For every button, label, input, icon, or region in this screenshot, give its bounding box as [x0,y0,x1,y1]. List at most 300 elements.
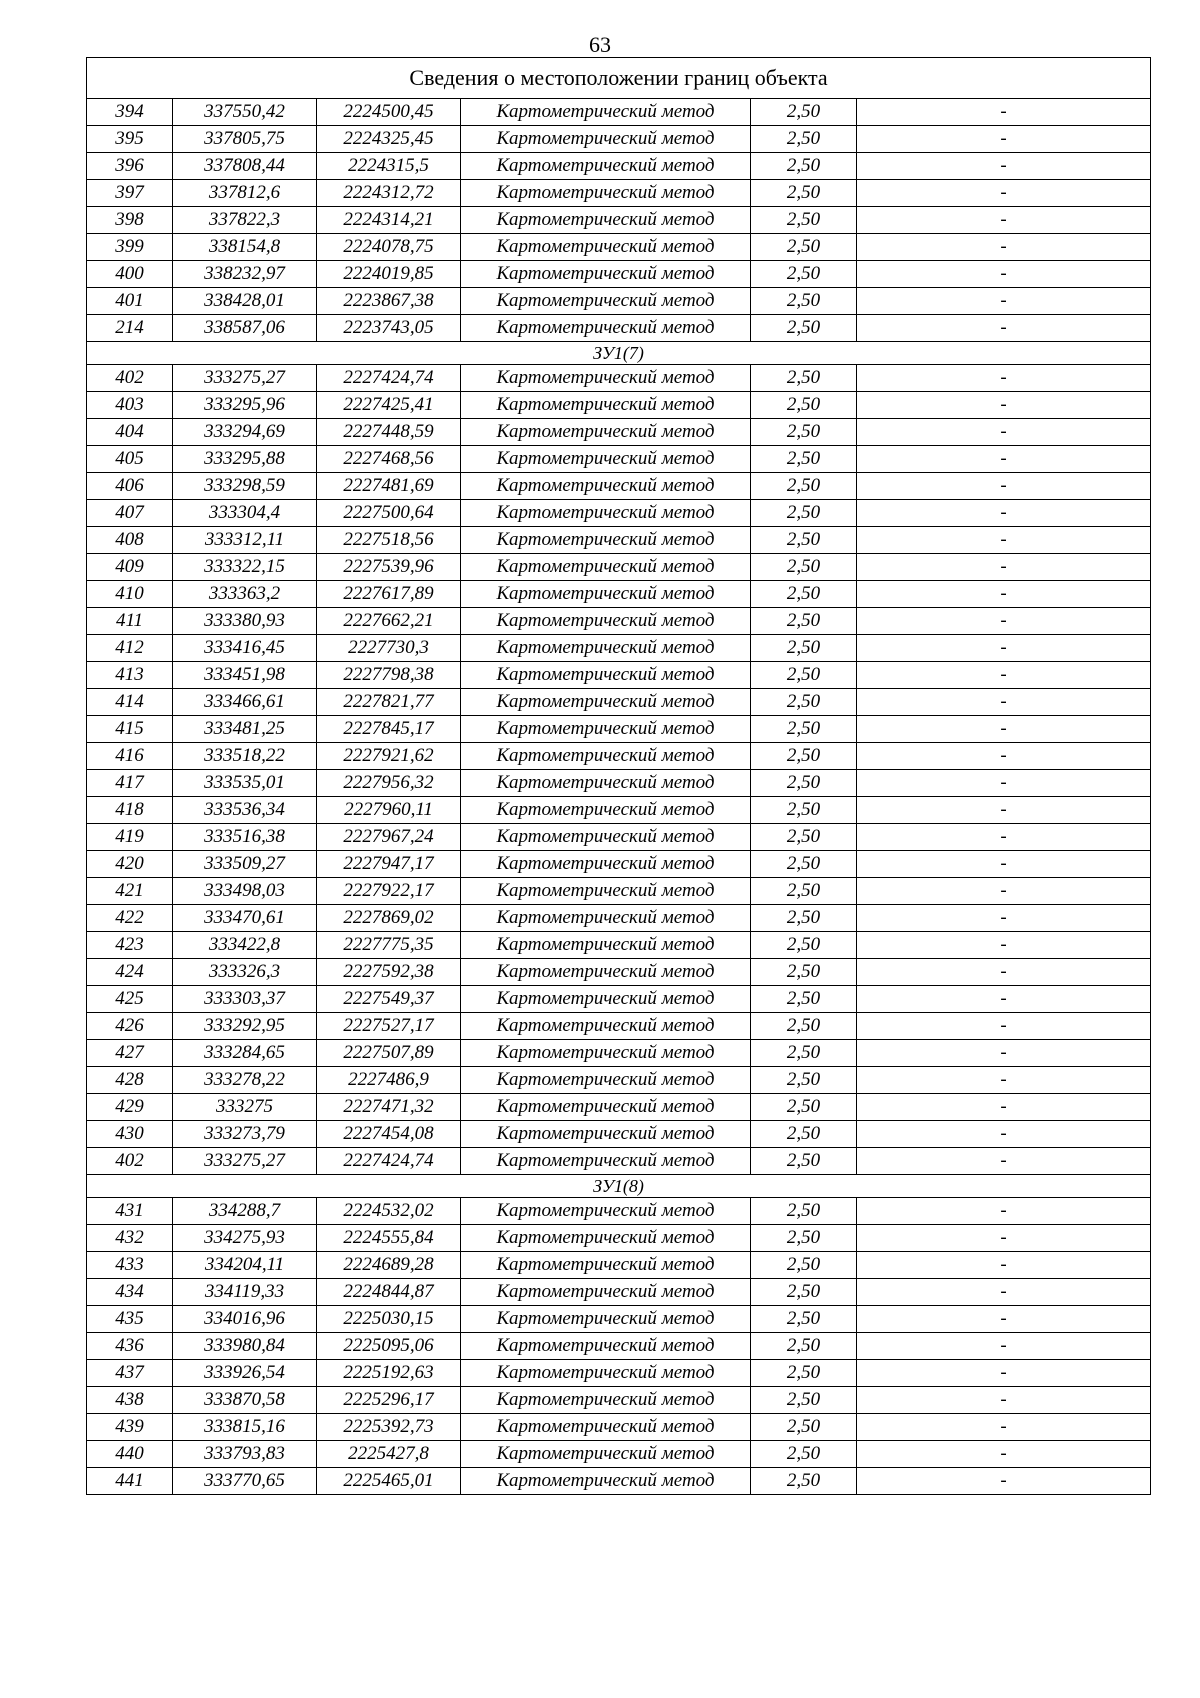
accuracy-cell: 2,50 [751,1040,857,1067]
table-row [87,986,1151,1013]
accuracy-cell: 2,50 [751,126,857,153]
y-coordinate-cell: 2227662,21 [317,608,461,635]
accuracy-cell: 2,50 [751,1067,857,1094]
accuracy-cell: 2,50 [751,527,857,554]
method-cell: Картометрический метод [461,1468,751,1495]
y-coordinate-cell: 2224844,87 [317,1279,461,1306]
description-cell: - [857,153,1151,180]
description-cell: - [857,770,1151,797]
method-cell: Картометрический метод [461,126,751,153]
method-cell: Картометрический метод [461,1198,751,1225]
x-coordinate-cell: 333498,03 [173,878,317,905]
point-number-cell: 413 [87,662,173,689]
y-coordinate-cell: 2227424,74 [317,1148,461,1175]
method-cell: Картометрический метод [461,99,751,126]
point-number-cell: 438 [87,1387,173,1414]
method-cell: Картометрический метод [461,1121,751,1148]
x-coordinate-cell: 333275,27 [173,1148,317,1175]
accuracy-cell: 2,50 [751,1094,857,1121]
x-coordinate-cell: 333304,4 [173,500,317,527]
point-number-cell: 429 [87,1094,173,1121]
table-row [87,851,1151,878]
point-number-cell: 436 [87,1333,173,1360]
x-coordinate-cell: 333278,22 [173,1067,317,1094]
x-coordinate-cell: 333466,61 [173,689,317,716]
description-cell: - [857,1198,1151,1225]
x-coordinate-cell: 337812,6 [173,180,317,207]
point-number-cell: 417 [87,770,173,797]
method-cell: Картометрический метод [461,527,751,554]
accuracy-cell: 2,50 [751,1121,857,1148]
point-number-cell: 437 [87,1360,173,1387]
y-coordinate-cell: 2224314,21 [317,207,461,234]
y-coordinate-cell: 2227471,32 [317,1094,461,1121]
y-coordinate-cell: 2227730,3 [317,635,461,662]
x-coordinate-cell: 333298,59 [173,473,317,500]
description-cell: - [857,261,1151,288]
point-number-cell: 403 [87,392,173,419]
point-number-cell: 422 [87,905,173,932]
table-row [87,1468,1151,1495]
method-cell: Картометрический метод [461,1441,751,1468]
table-row [87,446,1151,473]
description-cell: - [857,1279,1151,1306]
point-number-cell: 406 [87,473,173,500]
description-cell: - [857,716,1151,743]
description-cell: - [857,365,1151,392]
accuracy-cell: 2,50 [751,500,857,527]
description-cell: - [857,1387,1151,1414]
table-row [87,234,1151,261]
point-number-cell: 430 [87,1121,173,1148]
point-number-cell: 398 [87,207,173,234]
accuracy-cell: 2,50 [751,1252,857,1279]
point-number-cell: 410 [87,581,173,608]
method-cell: Картометрический метод [461,315,751,342]
x-coordinate-cell: 333292,95 [173,1013,317,1040]
method-cell: Картометрический метод [461,932,751,959]
x-coordinate-cell: 333294,69 [173,419,317,446]
accuracy-cell: 2,50 [751,905,857,932]
description-cell: - [857,959,1151,986]
method-cell: Картометрический метод [461,1094,751,1121]
point-number-cell: 401 [87,288,173,315]
table-row [87,500,1151,527]
method-cell: Картометрический метод [461,234,751,261]
method-cell: Картометрический метод [461,689,751,716]
table-row [87,315,1151,342]
point-number-cell: 431 [87,1198,173,1225]
x-coordinate-cell: 333481,25 [173,716,317,743]
description-cell: - [857,1306,1151,1333]
x-coordinate-cell: 338587,06 [173,315,317,342]
x-coordinate-cell: 333275 [173,1094,317,1121]
table-row [87,153,1151,180]
method-cell: Картометрический метод [461,635,751,662]
point-number-cell: 426 [87,1013,173,1040]
table-row [87,99,1151,126]
x-coordinate-cell: 333870,58 [173,1387,317,1414]
y-coordinate-cell: 2227539,96 [317,554,461,581]
table-row [87,1121,1151,1148]
point-number-cell: 423 [87,932,173,959]
table-row [87,662,1151,689]
method-cell: Картометрический метод [461,1360,751,1387]
table-row [87,1333,1151,1360]
y-coordinate-cell: 2227454,08 [317,1121,461,1148]
y-coordinate-cell: 2227500,64 [317,500,461,527]
method-cell: Картометрический метод [461,446,751,473]
point-number-cell: 428 [87,1067,173,1094]
method-cell: Картометрический метод [461,1067,751,1094]
x-coordinate-cell: 337822,3 [173,207,317,234]
table-row [87,419,1151,446]
accuracy-cell: 2,50 [751,153,857,180]
accuracy-cell: 2,50 [751,608,857,635]
x-coordinate-cell: 333535,01 [173,770,317,797]
point-number-cell: 419 [87,824,173,851]
y-coordinate-cell: 2227425,41 [317,392,461,419]
table-row [87,689,1151,716]
point-number-cell: 402 [87,1148,173,1175]
accuracy-cell: 2,50 [751,959,857,986]
method-cell: Картометрический метод [461,770,751,797]
x-coordinate-cell: 333451,98 [173,662,317,689]
description-cell: - [857,126,1151,153]
description-cell: - [857,743,1151,770]
x-coordinate-cell: 333273,79 [173,1121,317,1148]
x-coordinate-cell: 333295,96 [173,392,317,419]
y-coordinate-cell: 2225296,17 [317,1387,461,1414]
y-coordinate-cell: 2227775,35 [317,932,461,959]
x-coordinate-cell: 333815,16 [173,1414,317,1441]
y-coordinate-cell: 2224689,28 [317,1252,461,1279]
table-row [87,1441,1151,1468]
table-row [87,365,1151,392]
method-cell: Картометрический метод [461,905,751,932]
table-row [87,770,1151,797]
method-cell: Картометрический метод [461,824,751,851]
accuracy-cell: 2,50 [751,554,857,581]
y-coordinate-cell: 2223867,38 [317,288,461,315]
x-coordinate-cell: 333380,93 [173,608,317,635]
y-coordinate-cell: 2225192,63 [317,1360,461,1387]
point-number-cell: 435 [87,1306,173,1333]
accuracy-cell: 2,50 [751,1468,857,1495]
y-coordinate-cell: 2227956,32 [317,770,461,797]
description-cell: - [857,1468,1151,1495]
accuracy-cell: 2,50 [751,581,857,608]
section-label: ЗУ1(7) [87,342,1151,365]
point-number-cell: 407 [87,500,173,527]
point-number-cell: 424 [87,959,173,986]
accuracy-cell: 2,50 [751,797,857,824]
table-row [87,878,1151,905]
accuracy-cell: 2,50 [751,824,857,851]
point-number-cell: 412 [87,635,173,662]
y-coordinate-cell: 2223743,05 [317,315,461,342]
method-cell: Картометрический метод [461,365,751,392]
table-title: Сведения о местоположении границ объекта [87,58,1151,99]
y-coordinate-cell: 2227468,56 [317,446,461,473]
description-cell: - [857,392,1151,419]
method-cell: Картометрический метод [461,473,751,500]
accuracy-cell: 2,50 [751,473,857,500]
table-title-row [87,58,1151,99]
y-coordinate-cell: 2227869,02 [317,905,461,932]
point-number-cell: 394 [87,99,173,126]
method-cell: Картометрический метод [461,662,751,689]
method-cell: Картометрический метод [461,1279,751,1306]
x-coordinate-cell: 333536,34 [173,797,317,824]
accuracy-cell: 2,50 [751,1279,857,1306]
accuracy-cell: 2,50 [751,1441,857,1468]
section-label: ЗУ1(8) [87,1175,1151,1198]
y-coordinate-cell: 2227821,77 [317,689,461,716]
method-cell: Картометрический метод [461,1306,751,1333]
point-number-cell: 432 [87,1225,173,1252]
table-row [87,126,1151,153]
description-cell: - [857,905,1151,932]
x-coordinate-cell: 333326,3 [173,959,317,986]
x-coordinate-cell: 333416,45 [173,635,317,662]
point-number-cell: 408 [87,527,173,554]
x-coordinate-cell: 333312,11 [173,527,317,554]
method-cell: Картометрический метод [461,419,751,446]
y-coordinate-cell: 2227481,69 [317,473,461,500]
accuracy-cell: 2,50 [751,878,857,905]
y-coordinate-cell: 2224315,5 [317,153,461,180]
table-row [87,1387,1151,1414]
y-coordinate-cell: 2227921,62 [317,743,461,770]
point-number-cell: 405 [87,446,173,473]
y-coordinate-cell: 2227592,38 [317,959,461,986]
description-cell: - [857,851,1151,878]
method-cell: Картометрический метод [461,743,751,770]
description-cell: - [857,419,1151,446]
point-number-cell: 433 [87,1252,173,1279]
description-cell: - [857,986,1151,1013]
table-row [87,824,1151,851]
table-row [87,635,1151,662]
point-number-cell: 441 [87,1468,173,1495]
accuracy-cell: 2,50 [751,365,857,392]
method-cell: Картометрический метод [461,716,751,743]
x-coordinate-cell: 333793,83 [173,1441,317,1468]
accuracy-cell: 2,50 [751,1013,857,1040]
description-cell: - [857,473,1151,500]
description-cell: - [857,1013,1151,1040]
method-cell: Картометрический метод [461,1148,751,1175]
accuracy-cell: 2,50 [751,986,857,1013]
x-coordinate-cell: 338154,8 [173,234,317,261]
table-row [87,1198,1151,1225]
x-coordinate-cell: 333980,84 [173,1333,317,1360]
y-coordinate-cell: 2227845,17 [317,716,461,743]
table-row [87,932,1151,959]
x-coordinate-cell: 333470,61 [173,905,317,932]
method-cell: Картометрический метод [461,1387,751,1414]
y-coordinate-cell: 2224019,85 [317,261,461,288]
description-cell: - [857,500,1151,527]
accuracy-cell: 2,50 [751,770,857,797]
page-number: 63 [589,32,611,57]
table-row [87,716,1151,743]
accuracy-cell: 2,50 [751,1414,857,1441]
description-cell: - [857,554,1151,581]
description-cell: - [857,662,1151,689]
y-coordinate-cell: 2224555,84 [317,1225,461,1252]
y-coordinate-cell: 2225095,06 [317,1333,461,1360]
y-coordinate-cell: 2227486,9 [317,1067,461,1094]
description-cell: - [857,581,1151,608]
x-coordinate-cell: 333518,22 [173,743,317,770]
accuracy-cell: 2,50 [751,689,857,716]
section-header-row [87,1175,1151,1198]
accuracy-cell: 2,50 [751,743,857,770]
x-coordinate-cell: 333516,38 [173,824,317,851]
table-row [87,1279,1151,1306]
method-cell: Картометрический метод [461,153,751,180]
accuracy-cell: 2,50 [751,932,857,959]
description-cell: - [857,878,1151,905]
x-coordinate-cell: 334275,93 [173,1225,317,1252]
point-number-cell: 396 [87,153,173,180]
accuracy-cell: 2,50 [751,392,857,419]
y-coordinate-cell: 2227798,38 [317,662,461,689]
table-row [87,608,1151,635]
table-row [87,743,1151,770]
method-cell: Картометрический метод [461,1414,751,1441]
y-coordinate-cell: 2227960,11 [317,797,461,824]
accuracy-cell: 2,50 [751,1198,857,1225]
accuracy-cell: 2,50 [751,207,857,234]
accuracy-cell: 2,50 [751,1148,857,1175]
method-cell: Картометрический метод [461,1252,751,1279]
point-number-cell: 404 [87,419,173,446]
y-coordinate-cell: 2224078,75 [317,234,461,261]
table-row [87,1306,1151,1333]
table-row [87,180,1151,207]
table-row [87,473,1151,500]
table-row [87,797,1151,824]
y-coordinate-cell: 2224532,02 [317,1198,461,1225]
point-number-cell: 214 [87,315,173,342]
y-coordinate-cell: 2227549,37 [317,986,461,1013]
method-cell: Картометрический метод [461,1040,751,1067]
y-coordinate-cell: 2224325,45 [317,126,461,153]
point-number-cell: 425 [87,986,173,1013]
x-coordinate-cell: 333363,2 [173,581,317,608]
point-number-cell: 399 [87,234,173,261]
point-number-cell: 409 [87,554,173,581]
method-cell: Картометрический метод [461,500,751,527]
accuracy-cell: 2,50 [751,99,857,126]
description-cell: - [857,608,1151,635]
x-coordinate-cell: 333295,88 [173,446,317,473]
x-coordinate-cell: 337805,75 [173,126,317,153]
method-cell: Картометрический метод [461,1013,751,1040]
accuracy-cell: 2,50 [751,716,857,743]
description-cell: - [857,446,1151,473]
accuracy-cell: 2,50 [751,851,857,878]
table-row [87,1225,1151,1252]
accuracy-cell: 2,50 [751,1306,857,1333]
accuracy-cell: 2,50 [751,1387,857,1414]
description-cell: - [857,99,1151,126]
description-cell: - [857,234,1151,261]
x-coordinate-cell: 334119,33 [173,1279,317,1306]
y-coordinate-cell: 2225427,8 [317,1441,461,1468]
y-coordinate-cell: 2225030,15 [317,1306,461,1333]
point-number-cell: 411 [87,608,173,635]
accuracy-cell: 2,50 [751,234,857,261]
table-row [87,1414,1151,1441]
point-number-cell: 416 [87,743,173,770]
accuracy-cell: 2,50 [751,261,857,288]
description-cell: - [857,1225,1151,1252]
method-cell: Картометрический метод [461,797,751,824]
method-cell: Картометрический метод [461,878,751,905]
table-row [87,581,1151,608]
y-coordinate-cell: 2225465,01 [317,1468,461,1495]
table-row [87,1040,1151,1067]
description-cell: - [857,180,1151,207]
accuracy-cell: 2,50 [751,419,857,446]
point-number-cell: 420 [87,851,173,878]
method-cell: Картометрический метод [461,1225,751,1252]
boundary-coordinates-table [86,57,1151,1495]
y-coordinate-cell: 2227947,17 [317,851,461,878]
description-cell: - [857,1414,1151,1441]
accuracy-cell: 2,50 [751,1225,857,1252]
method-cell: Картометрический метод [461,581,751,608]
table-row [87,392,1151,419]
y-coordinate-cell: 2227922,17 [317,878,461,905]
description-cell: - [857,1094,1151,1121]
method-cell: Картометрический метод [461,986,751,1013]
description-cell: - [857,207,1151,234]
accuracy-cell: 2,50 [751,446,857,473]
point-number-cell: 414 [87,689,173,716]
table-row [87,959,1151,986]
description-cell: - [857,1148,1151,1175]
table-row [87,261,1151,288]
description-cell: - [857,689,1151,716]
x-coordinate-cell: 333284,65 [173,1040,317,1067]
x-coordinate-cell: 333509,27 [173,851,317,878]
x-coordinate-cell: 333770,65 [173,1468,317,1495]
x-coordinate-cell: 333303,37 [173,986,317,1013]
point-number-cell: 427 [87,1040,173,1067]
table-row [87,905,1151,932]
method-cell: Картометрический метод [461,392,751,419]
table-row [87,1360,1151,1387]
y-coordinate-cell: 2227527,17 [317,1013,461,1040]
description-cell: - [857,288,1151,315]
description-cell: - [857,527,1151,554]
method-cell: Картометрический метод [461,1333,751,1360]
point-number-cell: 415 [87,716,173,743]
method-cell: Картометрический метод [461,959,751,986]
section-header-row [87,342,1151,365]
method-cell: Картометрический метод [461,608,751,635]
accuracy-cell: 2,50 [751,635,857,662]
method-cell: Картометрический метод [461,554,751,581]
y-coordinate-cell: 2224312,72 [317,180,461,207]
accuracy-cell: 2,50 [751,1360,857,1387]
y-coordinate-cell: 2227518,56 [317,527,461,554]
